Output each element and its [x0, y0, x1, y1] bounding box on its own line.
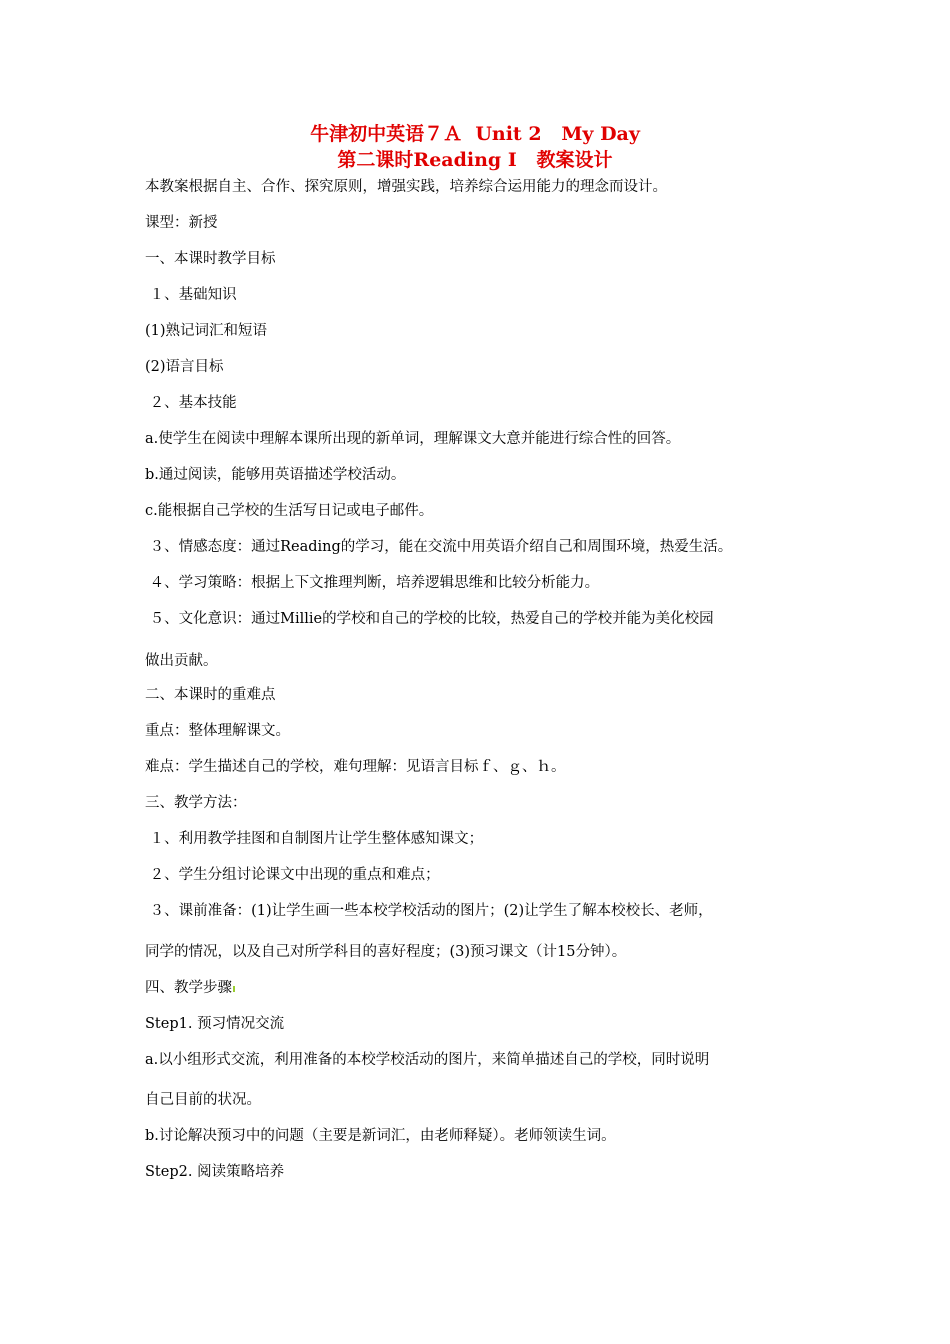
list-item: a.以小组形式交流，利用准备的本校学校活动的图片，来简单描述自己的学校，同时说明 — [145, 1052, 710, 1068]
edit-mark — [233, 986, 235, 992]
list-item: ５、文化意识：通过Millie的学校和自己的学校的比较，热爱自己的学校并能为美化校园 — [145, 611, 714, 627]
list-item: b.通过阅读，能够用英语描述学校活动。 — [145, 467, 406, 483]
list-item: b.讨论解决预习中的问题（主要是新词汇，由老师释疑）。老师领读生词。 — [145, 1128, 616, 1144]
list-item: ２、基本技能 — [145, 395, 237, 411]
section-heading-4-row — [145, 978, 235, 998]
intro-paragraph: 本教案根据自主、合作、探究原则，增强实践，培养综合运用能力的理念而设计。 — [145, 179, 667, 195]
list-item: ４、学习策略：根据上下文推理判断，培养逻辑思维和比较分析能力。 — [145, 575, 600, 591]
title-line-2: 第二课时Reading I 教案设计 — [337, 149, 613, 171]
section-heading-4: 四、教学步骤 — [145, 980, 232, 996]
list-item-continuation: 自己目前的状况。 — [145, 1092, 261, 1108]
document-title — [0, 121, 950, 173]
list-item: (2)语言目标 — [145, 359, 224, 375]
step-heading: Step2. 阅读策略培养 — [145, 1164, 285, 1180]
list-item-continuation: 同学的情况，以及自己对所学科目的喜好程度；(3)预习课文（计15分钟）。 — [145, 944, 627, 960]
key-point: 重点：整体理解课文。 — [145, 723, 290, 739]
list-item-continuation: 做出贡献。 — [145, 653, 218, 669]
list-item: ３、情感态度：通过Reading的学习，能在交流中用英语介绍自己和周围环境，热爱生活。 — [145, 539, 733, 555]
lesson-type: 课型：新授 — [145, 215, 218, 231]
section-heading-2: 二、本课时的重难点 — [145, 687, 276, 703]
list-item: ２、学生分组讨论课文中出现的重点和难点； — [145, 867, 440, 883]
list-item: c.能根据自己学校的生活写日记或电子邮件。 — [145, 503, 434, 519]
list-item: a.使学生在阅读中理解本课所出现的新单词，理解课文大意并能进行综合性的回答。 — [145, 431, 681, 447]
step-heading: Step1. 预习情况交流 — [145, 1016, 285, 1032]
title-line-1: 牛津初中英语７Ａ Unit 2 My Day — [310, 123, 640, 145]
list-item: (1)熟记词汇和短语 — [145, 323, 268, 339]
difficult-point: 难点：学生描述自己的学校，难句理解：见语言目标ｆ、ｇ、ｈ。 — [145, 759, 566, 775]
list-item: １、基础知识 — [145, 287, 237, 303]
list-item: １、利用教学挂图和自制图片让学生整体感知课文； — [145, 831, 484, 847]
section-heading-1: 一、本课时教学目标 — [145, 251, 276, 267]
section-heading-3: 三、教学方法： — [145, 795, 247, 811]
list-item: ３、课前准备：(1)让学生画一些本校学校活动的图片；(2)让学生了解本校校长、老师， — [145, 903, 713, 919]
